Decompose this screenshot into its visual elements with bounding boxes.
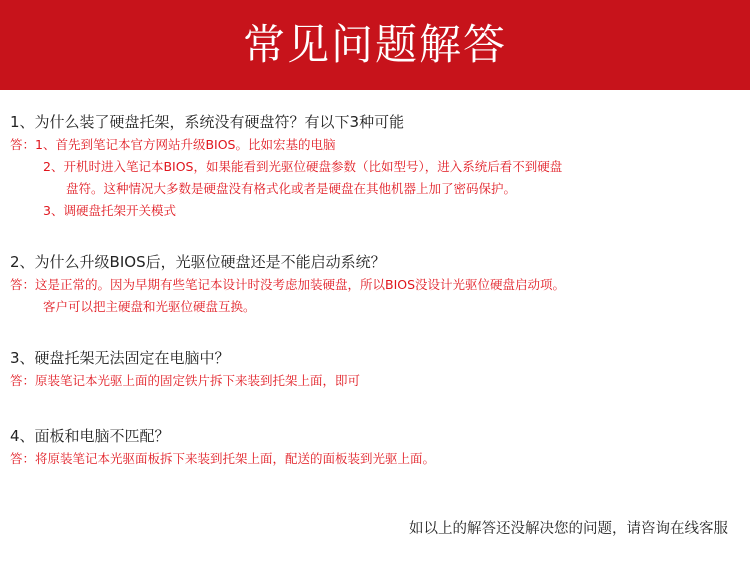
faq-answer-2-line-1: 答：这是正常的。因为早期有些笔记本设计时没考虑加装硬盘，所以BIOS没设计光驱位硬盘启动项。	[10, 277, 566, 292]
closing-note: 如以上的解答还没解决您的问题，请咨询在线客服	[409, 521, 728, 537]
faq-answer-1-line-2: 2、开机时进入笔记本BIOS，如果能看到光驱位硬盘参数（比如型号），进入系统后看不到硬盘	[43, 159, 563, 174]
faq-item-2	[10, 252, 740, 318]
faq-question-3: 3、硬盘托架无法固定在电脑中？	[10, 349, 230, 367]
faq-answer-1-line-1: 答：1、首先到笔记本官方网站升级BIOS。比如宏基的电脑	[10, 137, 336, 152]
faq-answer-1-line-3: 盘符。这种情况大多数是硬盘没有格式化或者是硬盘在其他机器上加了密码保护。	[66, 181, 517, 196]
faq-question-4: 4、面板和电脑不匹配？	[10, 427, 170, 445]
page-title: 常见问题解答	[242, 20, 507, 69]
faq-answer-2	[10, 274, 740, 318]
faq-item-4	[10, 426, 740, 470]
faq-answer-3-line-1: 答：原装笔记本光驱上面的固定铁片拆下来装到托架上面，即可	[10, 373, 361, 388]
faq-answer-4	[10, 448, 740, 470]
faq-item-1	[10, 112, 740, 222]
faq-item-3	[10, 348, 740, 392]
faq-answer-4-line-1: 答：将原装笔记本光驱面板拆下来装到托架上面，配送的面板装到光驱上面。	[10, 451, 436, 466]
faq-answer-1-line-4: 3、调硬盘托架开关模式	[43, 203, 176, 218]
faq-answer-1	[10, 134, 740, 222]
header-banner	[0, 0, 750, 90]
faq-question-1: 1、为什么装了硬盘托架，系统没有硬盘符？有以下3种可能	[10, 113, 405, 131]
faq-answer-3	[10, 370, 740, 392]
faq-answer-2-line-2: 客户可以把主硬盘和光驱位硬盘互换。	[43, 299, 256, 314]
faq-question-2: 2、为什么升级BIOS后，光驱位硬盘还是不能启动系统？	[10, 253, 386, 271]
